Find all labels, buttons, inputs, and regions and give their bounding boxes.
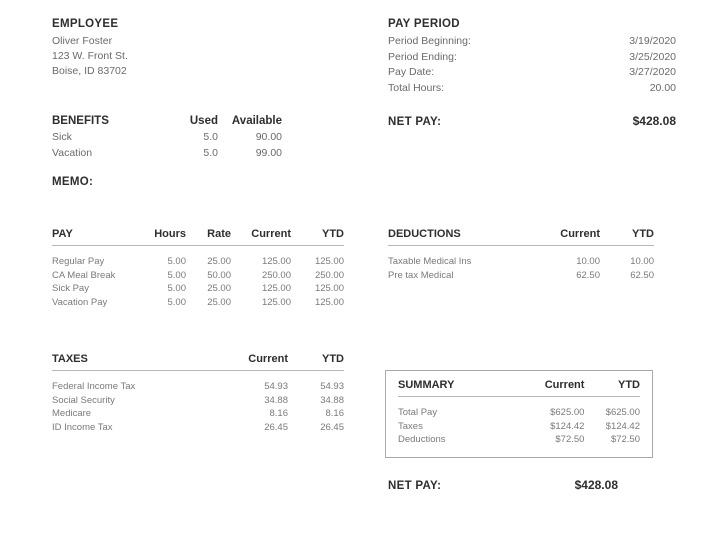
pay-date-value: 3/27/2020: [629, 66, 676, 78]
tax-ytd: 8.16: [325, 408, 344, 419]
deduction-current: 62.50: [576, 269, 600, 281]
net-pay-bottom-label: NET PAY:: [388, 480, 442, 492]
deductions-header-row: [388, 228, 654, 246]
pay-ytd: 125.00: [314, 283, 344, 294]
table-row: [52, 380, 344, 394]
pay-rows: [52, 246, 344, 309]
net-pay-bottom-value: $428.08: [574, 478, 618, 492]
summary-name: Taxes: [398, 420, 423, 432]
tax-current: 54.93: [264, 381, 288, 392]
table-row: [388, 269, 654, 283]
benefit-available: 90.00: [255, 131, 282, 143]
tax-name: Social Security: [52, 394, 115, 406]
table-row: [52, 407, 344, 421]
deductions-col-ytd: YTD: [632, 228, 654, 240]
pay-ytd: 125.00: [314, 256, 344, 267]
employee-block: [52, 18, 352, 79]
pay-ytd: 250.00: [314, 269, 344, 281]
table-row: [388, 255, 654, 269]
total-hours-value: 20.00: [649, 81, 676, 94]
benefits-col-name: BENEFITS: [52, 115, 109, 127]
pay-name: CA Meal Break: [52, 269, 116, 281]
pay-rate: 25.00: [207, 296, 231, 308]
tax-ytd: 54.93: [320, 381, 344, 392]
taxes-col-name: TAXES: [52, 353, 88, 365]
tax-ytd: 26.45: [320, 421, 344, 433]
pay-current: 250.00: [261, 269, 291, 281]
benefits-table: [52, 115, 282, 161]
deductions-table: [388, 228, 654, 282]
table-row: [398, 406, 640, 420]
pay-hours: 5.00: [167, 269, 186, 281]
pay-current: 125.00: [261, 256, 291, 267]
period-beginning-label: Period Beginning:: [388, 35, 471, 47]
tax-name: Federal Income Tax: [52, 381, 136, 392]
taxes-table: [52, 353, 344, 434]
summary-header-row: [398, 379, 640, 397]
net-pay-top-value: $428.08: [632, 114, 676, 128]
table-row: [52, 421, 344, 435]
summary-name: Deductions: [398, 434, 446, 445]
pay-period-row: [388, 34, 676, 50]
memo-heading: MEMO:: [52, 176, 94, 188]
pay-rate: 25.00: [207, 256, 231, 267]
tax-name: ID Income Tax: [52, 421, 113, 433]
tax-current: 8.16: [269, 408, 288, 419]
table-row: [398, 433, 640, 447]
pay-period-heading: PAY PERIOD: [388, 18, 460, 30]
benefit-available: 99.00: [255, 146, 282, 159]
table-row: [52, 296, 344, 310]
deduction-ytd: 62.50: [630, 269, 654, 281]
deduction-name: Pre tax Medical: [388, 269, 454, 281]
pay-hours: 5.00: [167, 283, 186, 294]
benefits-header-row: [52, 115, 282, 130]
summary-current: $124.42: [550, 420, 585, 432]
benefit-used: 5.0: [203, 146, 218, 159]
period-ending-value: 3/25/2020: [629, 50, 676, 63]
summary-current: $625.00: [550, 407, 585, 418]
deduction-ytd: 10.00: [630, 256, 654, 267]
pay-date-label: Pay Date:: [388, 66, 435, 78]
summary-rows: [398, 397, 640, 447]
tax-current: 26.45: [264, 421, 288, 433]
pay-col-rate: Rate: [207, 228, 231, 240]
pay-rate: 25.00: [207, 283, 231, 294]
pay-header-row: [52, 228, 344, 246]
table-row: [398, 420, 640, 434]
pay-period-row: [388, 65, 676, 81]
taxes-col-ytd: YTD: [322, 353, 344, 365]
pay-col-current: Current: [251, 228, 291, 240]
tax-ytd: 34.88: [320, 394, 344, 406]
pay-period-row: [388, 81, 676, 97]
summary-col-ytd: YTD: [618, 379, 640, 391]
benefit-used: 5.0: [203, 131, 218, 143]
table-row: [52, 146, 282, 162]
pay-col-ytd: YTD: [322, 228, 344, 240]
net-pay-bottom: [388, 478, 654, 492]
summary-ytd: $72.50: [610, 434, 640, 445]
summary-box: [385, 370, 653, 458]
tax-current: 34.88: [264, 394, 288, 406]
taxes-header-row: [52, 353, 344, 371]
benefits-col-used: Used: [189, 115, 218, 127]
benefit-name: Sick: [52, 131, 72, 143]
pay-current: 125.00: [261, 296, 291, 308]
summary-ytd: $625.00: [605, 407, 640, 418]
pay-hours: 5.00: [167, 296, 186, 308]
taxes-col-current: Current: [248, 353, 288, 365]
pay-name: Sick Pay: [52, 283, 89, 294]
net-pay-top: [388, 114, 676, 128]
net-pay-top-label: NET PAY:: [388, 116, 442, 128]
employee-street: 123 W. Front St.: [52, 50, 128, 62]
pay-period-block: [388, 18, 676, 128]
pay-col-hours: Hours: [154, 228, 186, 240]
summary-current: $72.50: [555, 434, 585, 445]
taxes-rows: [52, 371, 344, 434]
pay-rate: 50.00: [207, 269, 231, 281]
deduction-current: 10.00: [576, 256, 600, 267]
table-row: [52, 255, 344, 269]
employee-name: Oliver Foster: [52, 35, 113, 47]
pay-name: Vacation Pay: [52, 296, 108, 308]
table-row: [52, 394, 344, 408]
employee-heading: EMPLOYEE: [52, 18, 119, 30]
pay-table: [52, 228, 344, 309]
deduction-name: Taxable Medical Ins: [388, 256, 472, 267]
deductions-col-current: Current: [560, 228, 600, 240]
pay-current: 125.00: [261, 283, 291, 294]
table-row: [52, 130, 282, 146]
total-hours-label: Total Hours:: [388, 81, 445, 94]
summary-ytd: $124.42: [605, 420, 640, 432]
deductions-rows: [388, 246, 654, 282]
summary-col-name: SUMMARY: [398, 379, 455, 391]
pay-ytd: 125.00: [314, 296, 344, 308]
summary-name: Total Pay: [398, 407, 438, 418]
benefit-name: Vacation: [52, 146, 93, 159]
deductions-col-name: DEDUCTIONS: [388, 228, 461, 240]
pay-hours: 5.00: [167, 256, 186, 267]
table-row: [52, 269, 344, 283]
benefits-col-available: Available: [231, 115, 282, 127]
table-row: [52, 282, 344, 296]
pay-name: Regular Pay: [52, 256, 105, 267]
tax-name: Medicare: [52, 408, 92, 419]
period-beginning-value: 3/19/2020: [629, 35, 676, 47]
employee-city-state-zip: Boise, ID 83702: [52, 65, 127, 77]
pay-col-name: PAY: [52, 228, 73, 240]
pay-period-row: [388, 50, 676, 66]
period-ending-label: Period Ending:: [388, 50, 457, 63]
summary-col-current: Current: [544, 379, 585, 391]
